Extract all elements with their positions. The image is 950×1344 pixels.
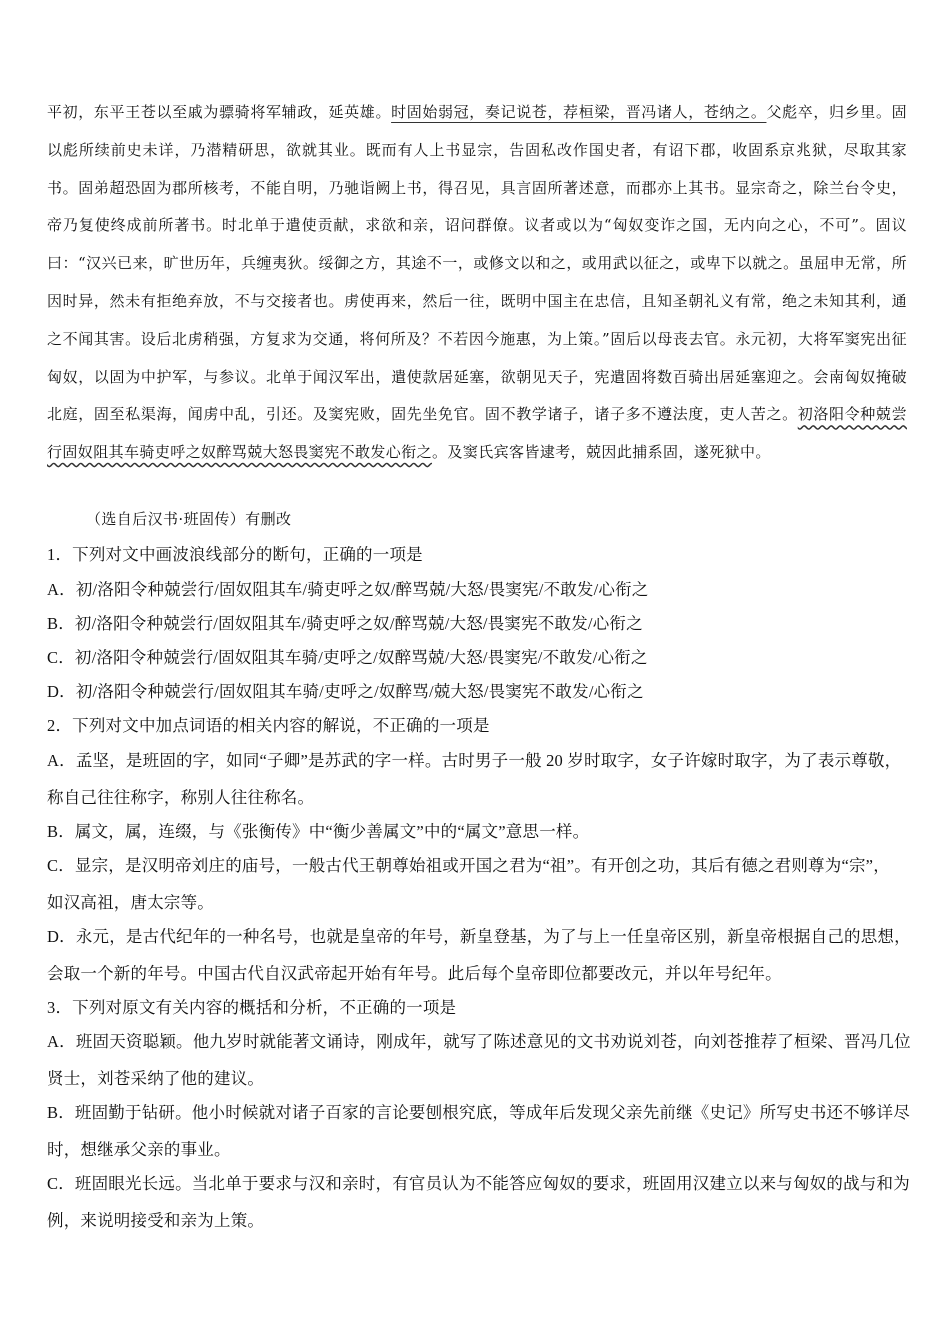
passage-source: （选自后汉书·班固传）有删改 <box>86 510 292 528</box>
question-1-option-b: B．初/洛阳令种兢尝行/固奴阻其车/骑吏呼之奴/醉骂兢/大怒/畏窦宪不敢发/心衔之 <box>47 614 643 633</box>
question-1-option-d: D．初/洛阳令种兢尝行/固奴阻其车骑/吏呼之/奴醉骂/兢大怒/畏窦宪不敢发/心衔之 <box>47 682 644 701</box>
question-3: 3．下列对原文有关内容的概括和分析，不正确的一项是 <box>47 998 457 1017</box>
question-3-option-c-cont: 例，来说明接受和亲为上策。 <box>47 1211 265 1230</box>
question-2-option-d-cont: 会取一个新的年号。中国古代自汉武帝起开始有年号。此后每个皇帝即位都要改元，并以年号纪年。 <box>47 964 782 983</box>
wavy-underlined-sentence: 初洛阳令种兢尝行固奴阻其车骑吏呼之奴醉骂兢大怒畏窦宪不敢发心衔之 <box>47 405 907 462</box>
passage-text: 平初，东平王苍以至戚为骠骑将军辅政，延英雄。 <box>47 103 392 121</box>
question-3-option-b: B．班固勤于钻研。他小时候就对诸子百家的言论要刨根究底，等成年后发现父亲先前继《史记》所写史书还不够详尽 <box>47 1103 910 1122</box>
question-3-option-a-cont: 贤士，刘苍采纳了他的建议。 <box>47 1069 265 1088</box>
question-2-option-a-cont: 称自己往往称字，称别人往往称名。 <box>47 788 315 807</box>
passage-text: 父彪卒，归乡里。固以彪所续前史未详，乃潜精研思，欲就其业。既而有人上书显宗，告固私改作国史者，有诏下郡，收固系京兆狱，尽取其家书。固弟超恐固为郡所核考，不能自明，乃驰诣阙上书，得召见，具言固所著述意，而郡亦上其书。显宗奇之，除兰台令史，帝乃复使终成前所著书。时北单于遣使贡献，求欲和亲，诏问群僚。议者或以为“匈奴变诈之国，无内向之心，不可”。固议曰：“汉兴已来，旷世历年，兵缠夷狄。绥御之方，其途不一，或修文以和之，或用武以征之，或卑下以就之。虽屈申无常，所因时异，然未有拒绝弃放，不与交接者也。虏使再来，然后一往，既明中国主在忠信，且知圣朝礼义有常，绝之未知其利，通之不闻其害。设后北虏稍强，方复求为交通，将何所及？不若因今施惠，为上策。”固后以母丧去官。永元初，大将军窦宪出征匈奴，以固为中护军，与参议。北单于闻汉军出，遣使款居延塞，欲朝见天子，宪遣固将数百骑出居延塞迎之。会南匈奴掩破北庭，固至私渠海，闻虏中乱，引还。及窦宪败，固先坐免官。固不教学诸子，诸子多不遵法度，吏人苦之。 <box>47 103 907 424</box>
classical-passage <box>47 94 907 472</box>
question-2-option-d: D．永元，是古代纪年的一种名号，也就是皇帝的年号，新皇登基，为了与上一任皇帝区别，新皇帝根据自己的思想， <box>47 927 911 946</box>
question-2-option-b: B．属文，属，连缀，与《张衡传》中“衡少善属文”中的“属文”意思一样。 <box>47 822 590 841</box>
question-1-option-a: A．初/洛阳令种兢尝行/固奴阻其车/骑吏呼之奴/醉骂兢/大怒/畏窦宪/不敢发/心衔之 <box>47 580 649 599</box>
question-2: 2．下列对文中加点词语的相关内容的解说，不正确的一项是 <box>47 716 490 735</box>
question-2-option-c: C．显宗，是汉明帝刘庄的庙号，一般古代王朝尊始祖或开国之君为“祖”。有开创之功，其后有德之君则尊为“宗”， <box>47 856 890 875</box>
question-3-option-b-cont: 时，想继承父亲的事业。 <box>47 1140 231 1159</box>
question-2-option-a: A．孟坚，是班固的字，如同“子卿”是苏武的字一样。古时男子一般 20 岁时取字，女子许嫁时取字，为了表示尊敬， <box>47 751 902 770</box>
question-1-option-c: C．初/洛阳令种兢尝行/固奴阻其车骑/吏呼之/奴醉骂兢/大怒/畏窦宪/不敢发/心衔之 <box>47 648 648 667</box>
question-3-option-c: C．班固眼光长远。当北单于要求与汉和亲时，有官员认为不能答应匈奴的要求，班固用汉建立以来与匈奴的战与和为 <box>47 1174 910 1193</box>
passage-text: 。及窦氏宾客皆逮考，兢因此捕系固，遂死狱中。 <box>432 443 771 462</box>
question-2-option-c-cont: 如汉高祖，唐太宗等。 <box>47 893 214 912</box>
question-3-option-a: A．班固天资聪颖。他九岁时就能著文诵诗，刚成年，就写了陈述意见的文书劝说刘苍，向刘苍推荐了桓梁、晋冯几位 <box>47 1032 911 1051</box>
question-1: 1．下列对文中画波浪线部分的断句，正确的一项是 <box>47 545 423 564</box>
underlined-sentence: 时固始弱冠，奏记说苍，荐桓梁，晋冯诸人，苍纳之。 <box>391 103 767 121</box>
